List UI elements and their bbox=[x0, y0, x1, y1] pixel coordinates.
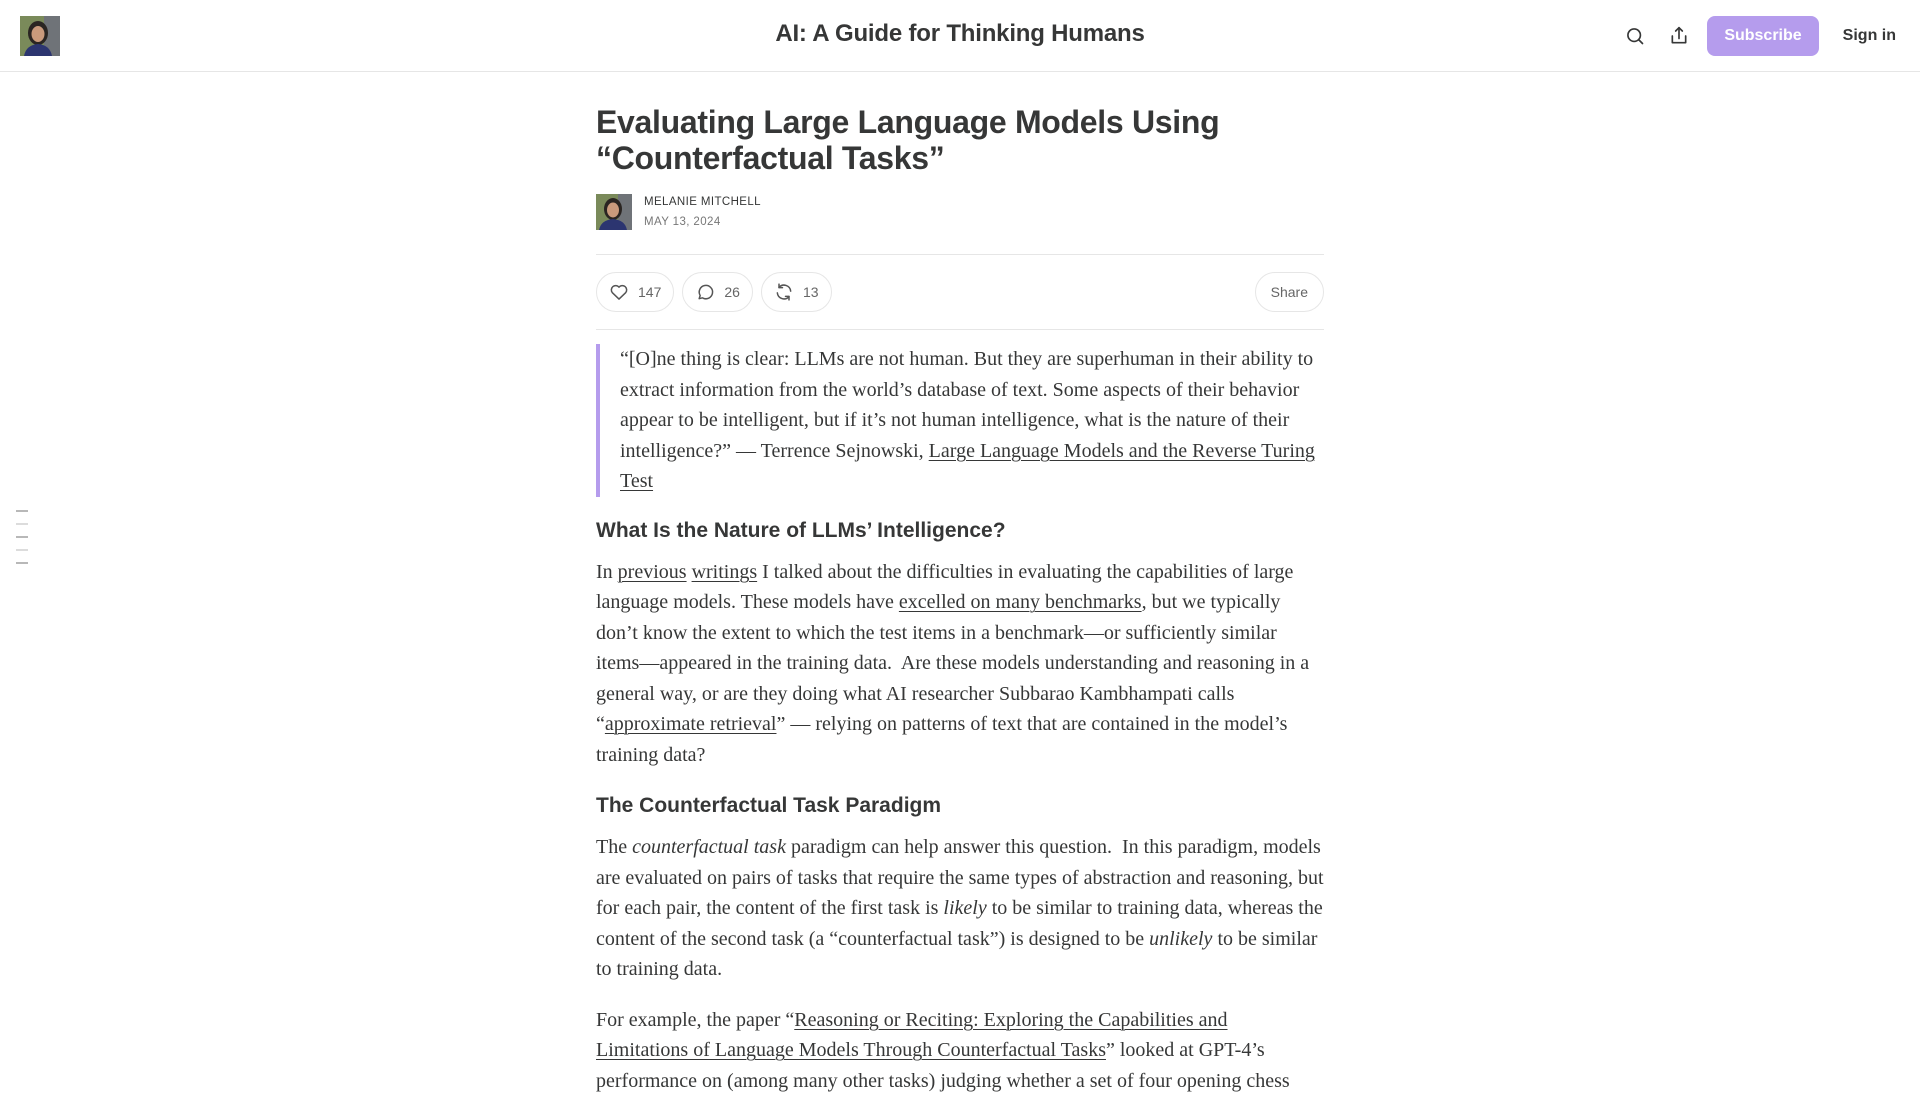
toc-line[interactable] bbox=[16, 536, 28, 538]
text: For example, the paper “ bbox=[596, 1009, 794, 1031]
post bbox=[596, 104, 1324, 1096]
quote-text: “[O]ne thing is clear: LLMs are not human. But they are superhuman in their ability to extract information from the world’s database of text. Some aspects of their behavior appear to be intelligent, but if it’s not human intelligence, what is the nature of their intelligence?” — Terrence Sejnowski, bbox=[620, 348, 1313, 462]
text: ” looked at GPT-4’s performance on (among many other tasks) judging whether a set of four opening chess bbox=[596, 1039, 1290, 1092]
text: , but we typically don’t know the extent to which the test items in a benchmark—or sufficiently similar items—appeared in the training data. Are these models understanding and reasoning in a general way, or are they doing what AI researcher Subbarao Kambhampati calls “ bbox=[596, 591, 1309, 735]
restack-button[interactable] bbox=[761, 272, 832, 312]
search-button[interactable] bbox=[1615, 16, 1655, 56]
heart-icon bbox=[609, 282, 629, 302]
text: paradigm can help answer this question. In this paradigm, models are evaluated on pairs of tasks that require the same types of abstraction and reasoning, but for each pair, the content of the first task is bbox=[596, 836, 1324, 919]
divider bbox=[596, 329, 1324, 330]
restack-count: 13 bbox=[803, 284, 819, 300]
author-photo-icon bbox=[20, 16, 60, 56]
share-button[interactable] bbox=[1659, 16, 1699, 56]
section-heading-nature: What Is the Nature of LLMs’ Intelligence? bbox=[596, 517, 1324, 545]
previous-link[interactable]: previous bbox=[618, 561, 687, 583]
publication-logo[interactable] bbox=[20, 16, 60, 56]
sign-in-button[interactable]: Sign in bbox=[1819, 16, 1896, 56]
paragraph bbox=[596, 557, 1324, 771]
restack-icon bbox=[774, 282, 794, 302]
toc-line[interactable] bbox=[16, 523, 28, 525]
toc-line[interactable] bbox=[16, 549, 28, 551]
text: I talked about the difficulties in evaluating the capabilities of large language models. These models have bbox=[596, 561, 1293, 614]
text: ” — relying on patterns of text that are contained in the model’s training data? bbox=[596, 713, 1287, 766]
post-date: MAY 13, 2024 bbox=[644, 214, 761, 230]
quote-source-link[interactable]: Large Language Models and the Reverse Turing Test bbox=[620, 440, 1315, 493]
top-bar bbox=[0, 0, 1920, 72]
like-count: 147 bbox=[638, 284, 661, 300]
blockquote bbox=[596, 344, 1324, 497]
approximate-retrieval-link[interactable]: approximate retrieval bbox=[605, 713, 777, 735]
section-heading-counterfactual: The Counterfactual Task Paradigm bbox=[596, 792, 1324, 820]
toc-line[interactable] bbox=[16, 562, 28, 564]
post-actions bbox=[596, 255, 1324, 329]
post-title: Evaluating Large Language Models Using “Counterfactual Tasks” bbox=[596, 104, 1324, 176]
comment-count: 26 bbox=[724, 284, 740, 300]
paragraph bbox=[596, 832, 1324, 985]
table-of-contents-indicator[interactable] bbox=[16, 510, 30, 575]
text: The bbox=[596, 836, 632, 858]
writings-link[interactable]: writings bbox=[692, 561, 758, 583]
share-post-button[interactable]: Share bbox=[1255, 272, 1324, 312]
emphasis: counterfactual task bbox=[632, 836, 786, 858]
search-icon bbox=[1625, 26, 1645, 46]
comment-icon bbox=[695, 282, 715, 302]
like-button[interactable] bbox=[596, 272, 674, 312]
author-avatar[interactable] bbox=[596, 194, 632, 230]
share-upload-icon bbox=[1669, 26, 1689, 46]
comment-button[interactable] bbox=[682, 272, 753, 312]
emphasis: unlikely bbox=[1149, 928, 1212, 950]
author-name[interactable]: MELANIE MITCHELL bbox=[644, 194, 761, 210]
benchmarks-link[interactable]: excelled on many benchmarks bbox=[899, 591, 1142, 613]
byline bbox=[596, 194, 1324, 230]
text: to be similar to training data, whereas the content of the second task (a “counterfactual task”) is designed to be bbox=[596, 897, 1323, 950]
text: In bbox=[596, 561, 618, 583]
paper-link[interactable]: Reasoning or Reciting: Exploring the Capabilities and Limitations of Language Models Through Counterfactual Tasks bbox=[596, 1009, 1228, 1062]
text: to be similar to training data. bbox=[596, 928, 1317, 981]
emphasis: likely bbox=[943, 897, 986, 919]
publication-title[interactable]: AI: A Guide for Thinking Humans bbox=[775, 20, 1144, 47]
paragraph bbox=[596, 1005, 1324, 1096]
author-photo-icon bbox=[596, 194, 632, 230]
subscribe-button[interactable]: Subscribe bbox=[1707, 16, 1818, 56]
toc-line[interactable] bbox=[16, 510, 28, 512]
